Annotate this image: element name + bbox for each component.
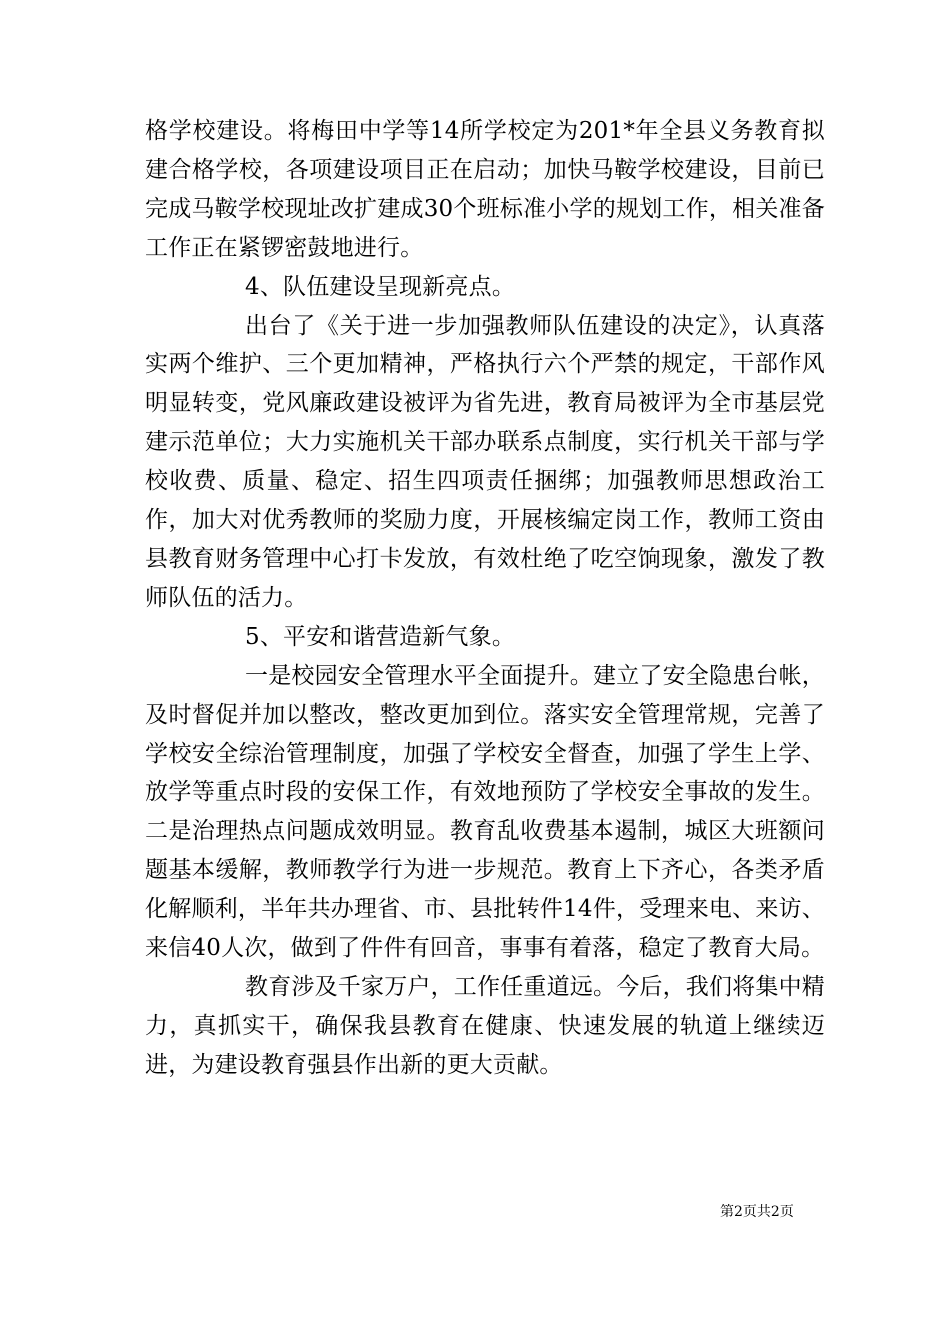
section-heading-safety-harmony: 5、平安和谐营造新气象。 — [245, 623, 516, 650]
section-heading-team-building: 4、队伍建设呈现新亮点。 — [245, 273, 516, 300]
body-paragraph-conclusion: 教育涉及千家万户，工作任重道远。今后，我们将集中精力，真抓实干，确保我县教育在健康、快速发展的轨道上继续迈进，为建设教育强县作出新的更大贡献。 — [145, 973, 825, 1078]
document-body — [145, 112, 825, 1085]
body-paragraph-safety-harmony: 一是校园安全管理水平全面提升。建立了安全隐患台帐，及时督促并加以整改，整改更加到位。落实安全管理常规，完善了学校安全综治管理制度，加强了学校安全督查，加强了学生上学、放学等重点时段的安保工作，有效地预防了学校安全事故的发生。二是治理热点问题成效明显。教育乱收费基本遏制，城区大班额问题基本缓解，教师教学行为进一步规范。教育上下齐心，各类矛盾化解顺利，半年共办理省、市、县批转件14件，受理来电、来访、来信40人次，做到了件件有回音，事事有着落，稳定了教育大局。 — [145, 662, 825, 962]
page-number-footer: 第2页共2页 — [720, 1204, 794, 1220]
body-paragraph-team-building: 出台了《关于进一步加强教师队伍建设的决定》，认真落实两个维护、三个更加精神，严格执行六个严禁的规定，干部作风明显转变，党风廉政建设被评为省先进，教育局被评为全市基层党建示范单位；大力实施机关干部办联系点制度，实行机关干部与学校收费、质量、稳定、招生四项责任捆绑；加强教师思想政治工作，加大对优秀教师的奖励力度，开展核编定岗工作，教师工资由县教育财务管理中心打卡发放，有效杜绝了吃空饷现象，激发了教师队伍的活力。 — [145, 312, 825, 611]
body-paragraph-continuation: 格学校建设。将梅田中学等14所学校定为201*年全县义务教育拟建合格学校，各项建设项目正在启动；加快马鞍学校建设，目前已完成马鞍学校现址改扩建成30个班标准小学的规划工作，相关准备工作正在紧锣密鼓地进行。 — [145, 118, 825, 261]
